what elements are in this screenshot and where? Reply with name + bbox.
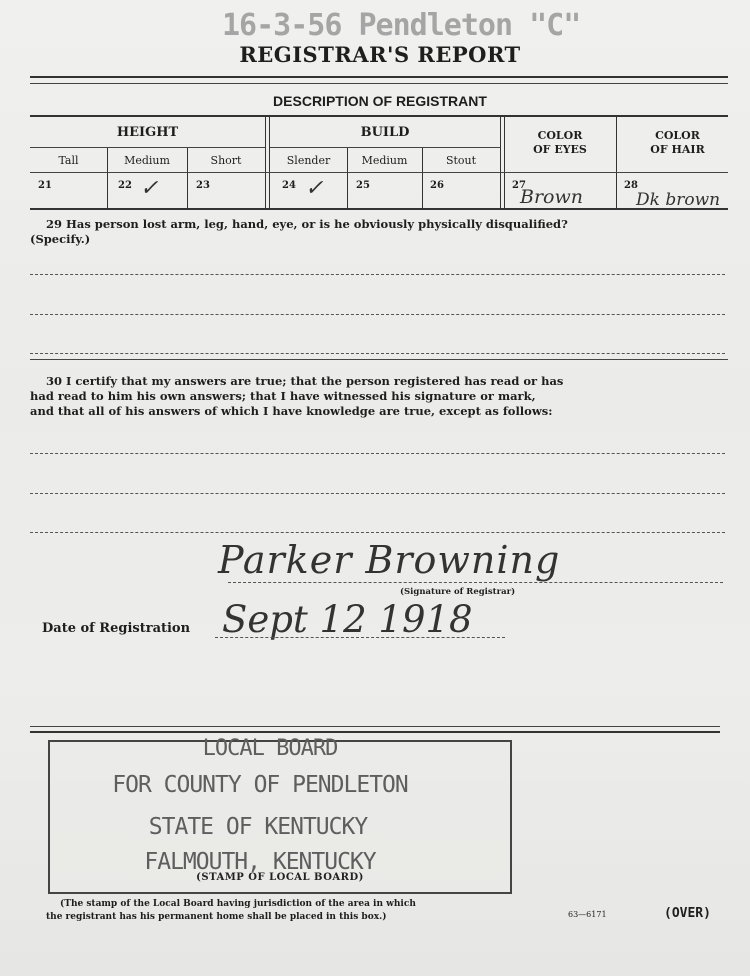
stamp-line: STATE OF KENTUCKY [148, 814, 368, 840]
col-slender: Slender [286, 154, 331, 167]
local-board-stamp-box [48, 736, 512, 894]
signature-caption: (Signature of Registrar) [400, 587, 516, 597]
question-30-line1: 30 I certify that my answers are true; that the person registered has read or has [46, 374, 564, 388]
eyes-header-l1: COLOR [537, 129, 583, 142]
answer-line [30, 314, 725, 315]
table-bottom-rule [30, 208, 728, 210]
field-number: 22 [118, 180, 132, 191]
over-label: (OVER) [664, 906, 711, 921]
date-value: Sept 12 1918 [222, 598, 473, 641]
table-top-rule [30, 115, 728, 117]
hair-color-value: Dk brown [636, 190, 721, 210]
rule [30, 83, 728, 84]
rule [30, 172, 728, 173]
registrar-signature: Parker Browning [218, 538, 561, 582]
serial-stamp: 16-3-56 Pendleton "C" [222, 8, 581, 43]
question-29-line1: 29 Has person lost arm, leg, hand, eye, or is he obviously physically disqualified? [46, 217, 568, 231]
stamp-line: LOCAL BOARD [202, 736, 338, 761]
question-30-line3: and that all of his answers of which I have knowledge are true, except as follows: [30, 404, 553, 418]
field-number: 23 [196, 180, 210, 191]
stamp-caption: (STAMP OF LOCAL BOARD) [196, 872, 364, 883]
answer-line [30, 274, 725, 275]
answer-line [30, 453, 725, 454]
rule [30, 731, 720, 733]
eye-color-value: Brown [520, 186, 583, 208]
check-mark: ✓ [305, 176, 324, 201]
col-medium-build: Medium [361, 154, 408, 167]
signature-line [228, 582, 723, 583]
question-30-line2: had read to him his own answers; that I have witnessed his signature or mark, [30, 389, 536, 403]
field-number: 26 [430, 180, 444, 191]
section-title: DESCRIPTION OF REGISTRANT [273, 93, 487, 109]
rule [30, 726, 720, 727]
rule [30, 359, 728, 360]
build-header: BUILD [360, 125, 410, 140]
field-number: 24 [282, 180, 296, 191]
rule [30, 76, 728, 78]
height-header: HEIGHT [116, 125, 179, 140]
stamp-line: FALMOUTH, KENTUCKY [144, 849, 376, 875]
check-mark: ✓ [140, 176, 159, 201]
rule [30, 147, 265, 148]
hair-header-l2: OF HAIR [650, 143, 705, 156]
eyes-header-l2: OF EYES [533, 143, 587, 156]
col-short: Short [210, 154, 242, 167]
col-tall: Tall [58, 154, 79, 167]
answer-line [30, 532, 725, 533]
answer-line [30, 353, 725, 354]
answer-line [30, 493, 725, 494]
question-29-line2: (Specify.) [30, 232, 91, 246]
field-number: 21 [38, 180, 52, 191]
form-code: 63—6171 [568, 910, 607, 919]
col-stout: Stout [445, 154, 477, 167]
date-line [215, 637, 505, 638]
column-divider [616, 117, 617, 209]
date-label: Date of Registration [42, 621, 191, 636]
footer-note-line1: (The stamp of the Local Board having jurisdiction of the area in which [60, 899, 416, 909]
rule [270, 147, 500, 148]
col-medium: Medium [124, 154, 170, 167]
page-title: REGISTRAR'S REPORT [239, 42, 521, 67]
hair-header-l1: COLOR [655, 129, 700, 142]
field-number: 28 [624, 180, 638, 191]
field-number: 27 [512, 180, 526, 191]
footer-note-line2: the registrant has his permanent home shall be placed in this box.) [46, 912, 387, 922]
field-number: 25 [356, 180, 370, 191]
stamp-line: FOR COUNTY OF PENDLETON [112, 772, 408, 798]
